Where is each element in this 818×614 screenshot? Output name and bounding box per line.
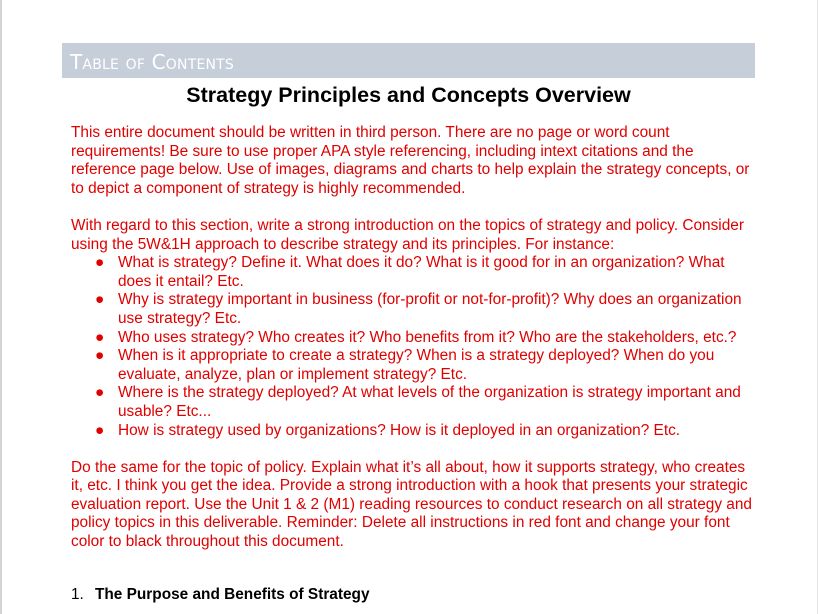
section-heading xyxy=(71,585,370,605)
paragraph-spacer xyxy=(71,440,761,459)
page-left-edge xyxy=(0,0,2,614)
list-item xyxy=(71,254,761,291)
list-item-text: What is strategy? Define it. What does it do? What is it good for in an organization? What does it entail? Etc. xyxy=(118,254,725,290)
list-item-text: Why is strategy important in business (for-profit or not-for-profit)? Why does an organization use strategy? Etc. xyxy=(118,291,742,327)
bullet-icon: ● xyxy=(95,347,105,365)
list-item-text: How is strategy used by organizations? How is it deployed in an organization? Etc. xyxy=(118,421,681,439)
policy-paragraph: Do the same for the topic of policy. Explain what it’s all about, how it supports strategy, who creates it, etc. I think you get the idea. Provide a strong introduction with a hook that presents your strategic evaluation report. Use the Unit 1 & 2 (M1) reading resources to conduct research on all strategy and policy topics in this deliverable. Reminder: Delete all instructions in red font and change your font color to black throughout this document. xyxy=(71,458,752,551)
section-title: The Purpose and Benefits of Strategy xyxy=(95,586,370,603)
list-item xyxy=(71,347,761,384)
bullet-icon: ● xyxy=(95,384,105,402)
bullet-icon: ● xyxy=(95,291,105,309)
section-number: 1. xyxy=(71,586,84,603)
toc-banner xyxy=(62,43,755,78)
toc-heading: Table of Contents xyxy=(70,50,234,74)
list-item xyxy=(71,329,761,348)
list-item-text: Where is the strategy deployed? At what levels of the organization is strategy important and usable? Etc... xyxy=(118,384,741,420)
bullet-icon: ● xyxy=(95,254,105,272)
instructions-block xyxy=(71,124,761,552)
list-item xyxy=(71,384,761,421)
bullet-icon: ● xyxy=(95,328,105,346)
bullet-icon: ● xyxy=(95,421,105,439)
list-item xyxy=(71,422,761,441)
question-list xyxy=(71,254,761,440)
list-item-text: Who uses strategy? Who creates it? Who benefits from it? Who are the stakeholders, etc.? xyxy=(118,328,737,346)
paragraph-spacer xyxy=(71,198,761,217)
list-item xyxy=(71,291,761,328)
document-title: Strategy Principles and Concepts Overview xyxy=(186,83,631,107)
list-item-text: When is it appropriate to create a strategy? When is a strategy deployed? When do you evaluate, analyze, plan or implement strategy? Etc. xyxy=(118,347,715,383)
intro-paragraph: This entire document should be written in third person. There are no page or word count requirements! Be sure to use proper APA style referencing, including intext citations and the reference page below. Use of images, diagrams and charts to help explain the strategy concepts, or to depict a component of strategy is highly recommended. xyxy=(71,124,750,197)
section-intro-paragraph: With regard to this section, write a strong introduction on the topics of strategy and policy. Consider using the 5W&1H approach to describe strategy and its principles. For instance: xyxy=(71,216,744,253)
